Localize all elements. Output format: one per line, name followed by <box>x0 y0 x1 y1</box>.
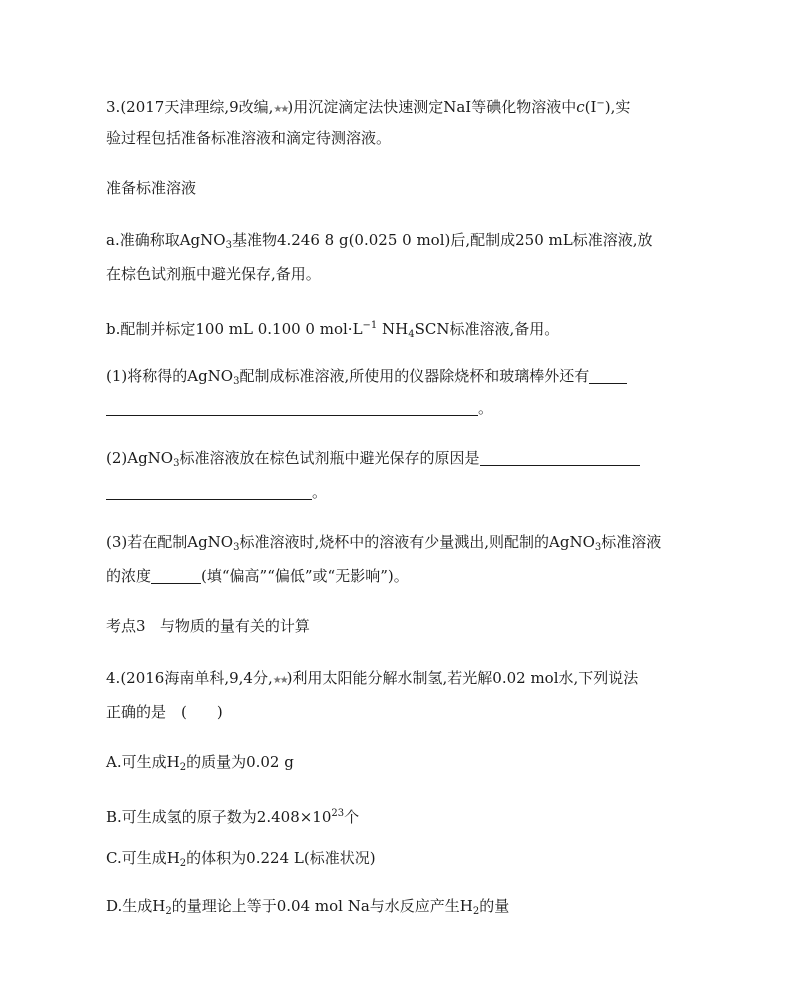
difficulty-stars-icon: ★★ <box>272 675 287 686</box>
q3-intro-text: )用沉淀滴定法快速测定NaI等碘化物溶液中 <box>287 98 577 116</box>
subscript: 2 <box>179 762 187 773</box>
part1-text: (1)将称得的AgNO <box>106 367 234 385</box>
q3-step-a-line1 <box>106 230 652 256</box>
section-label: 考点3 <box>106 617 146 635</box>
q4-option-a[interactable] <box>106 752 294 778</box>
part1-text: 配制成标准溶液,所使用的仪器除烧杯和玻璃棒外还有 <box>239 367 590 385</box>
q4-intro-line2: 正确的是 ( ) <box>106 703 223 721</box>
superscript: −1 <box>362 320 378 331</box>
option-text: C.可生成H <box>106 849 180 867</box>
period: 。 <box>312 483 328 501</box>
option-text: A.可生成H <box>106 753 180 771</box>
q4-number: 4. <box>106 669 121 687</box>
q3-number: 3. <box>106 98 121 116</box>
answer-blank[interactable] <box>151 568 201 584</box>
part2-text: 标准溶液放在棕色试剂瓶中避光保存的原因是 <box>179 449 480 467</box>
section-title: 与物质的量有关的计算 <box>159 617 310 635</box>
q4-source: (2016海南单科,9,4分, <box>120 669 273 687</box>
section-heading <box>106 616 310 636</box>
option-text: 的体积为0.224 L(标准状况) <box>186 849 376 867</box>
q3-part3-line1 <box>106 532 661 558</box>
part2-text: (2)AgNO <box>106 449 174 467</box>
subscript: 2 <box>165 906 172 917</box>
subscript: 3 <box>225 240 232 251</box>
q4-option-d[interactable] <box>106 896 509 922</box>
step-a-text: 基准物4.246 8 g(0.025 0 mol)后,配制成250 mL标准溶液,放 <box>231 231 653 249</box>
step-a-text: a.准确称取AgNO <box>106 231 226 249</box>
option-text: 的量 <box>479 897 510 915</box>
option-text: B.可生成氢的原子数为2.408×10 <box>106 808 332 826</box>
q3-ion: (I <box>584 98 597 116</box>
option-text: 的量理论上等于0.04 mol Na与水反应产生H <box>171 897 473 915</box>
q3-part1-line2 <box>106 398 493 418</box>
q3-conc-symbol: c <box>576 98 585 116</box>
q3-intro-line2: 验过程包括准备标准溶液和滴定待测溶液。 <box>106 129 392 147</box>
subscript: 2 <box>472 906 480 917</box>
subscript: 2 <box>179 858 187 869</box>
answer-blank[interactable] <box>106 484 312 500</box>
answer-blank[interactable] <box>589 368 627 384</box>
option-text: D.生成H <box>106 897 166 915</box>
option-text: 的质量为0.02 g <box>186 753 294 771</box>
q3-part2-line1 <box>106 448 640 474</box>
q4-option-b[interactable] <box>106 804 359 827</box>
part3-text: 标准溶液 <box>601 533 662 551</box>
q3-source: (2017天津理综,9改编, <box>120 98 274 116</box>
step-b-text: b.配制并标定100 mL 0.100 0 mol·L <box>106 320 363 338</box>
step-b-text: SCN标准溶液,备用。 <box>414 320 560 338</box>
answer-blank[interactable] <box>480 450 640 466</box>
subscript: 4 <box>408 329 415 340</box>
q3-heading: 准备标准溶液 <box>106 179 197 197</box>
part3-text: 的浓度 <box>106 567 152 585</box>
q3-part3-line2 <box>106 566 409 586</box>
q3-part2-line2 <box>106 482 327 502</box>
difficulty-stars-icon: ★★ <box>273 104 288 115</box>
part3-text: (填“偏高”“偏低”或“无影响”)。 <box>201 567 409 585</box>
part3-text: (3)若在配制AgNO <box>106 533 234 551</box>
period: 。 <box>478 399 494 417</box>
step-b-text: NH <box>377 320 409 338</box>
q3-intro-line1 <box>106 94 630 120</box>
q4-option-c[interactable] <box>106 848 376 874</box>
q3-step-a-line2: 在棕色试剂瓶中避光保存,备用。 <box>106 265 321 283</box>
part3-text: 标准溶液时,烧杯中的溶液有少量溅出,则配制的AgNO <box>239 533 595 551</box>
option-text: 个 <box>344 808 360 826</box>
superscript: 23 <box>331 808 345 819</box>
subscript: 3 <box>233 542 240 553</box>
q4-intro-line1 <box>106 668 638 691</box>
q3-ion-charge: − <box>596 98 605 109</box>
q3-part1-line1 <box>106 366 627 392</box>
q3-intro-tail: ),实 <box>604 98 631 116</box>
answer-blank[interactable] <box>106 400 478 416</box>
subscript: 3 <box>594 542 602 553</box>
q3-step-b <box>106 316 559 345</box>
q4-intro-text: )利用太阳能分解水制氢,若光解0.02 mol水,下列说法 <box>286 669 639 687</box>
subscript: 3 <box>233 376 240 387</box>
subscript: 3 <box>173 458 180 469</box>
